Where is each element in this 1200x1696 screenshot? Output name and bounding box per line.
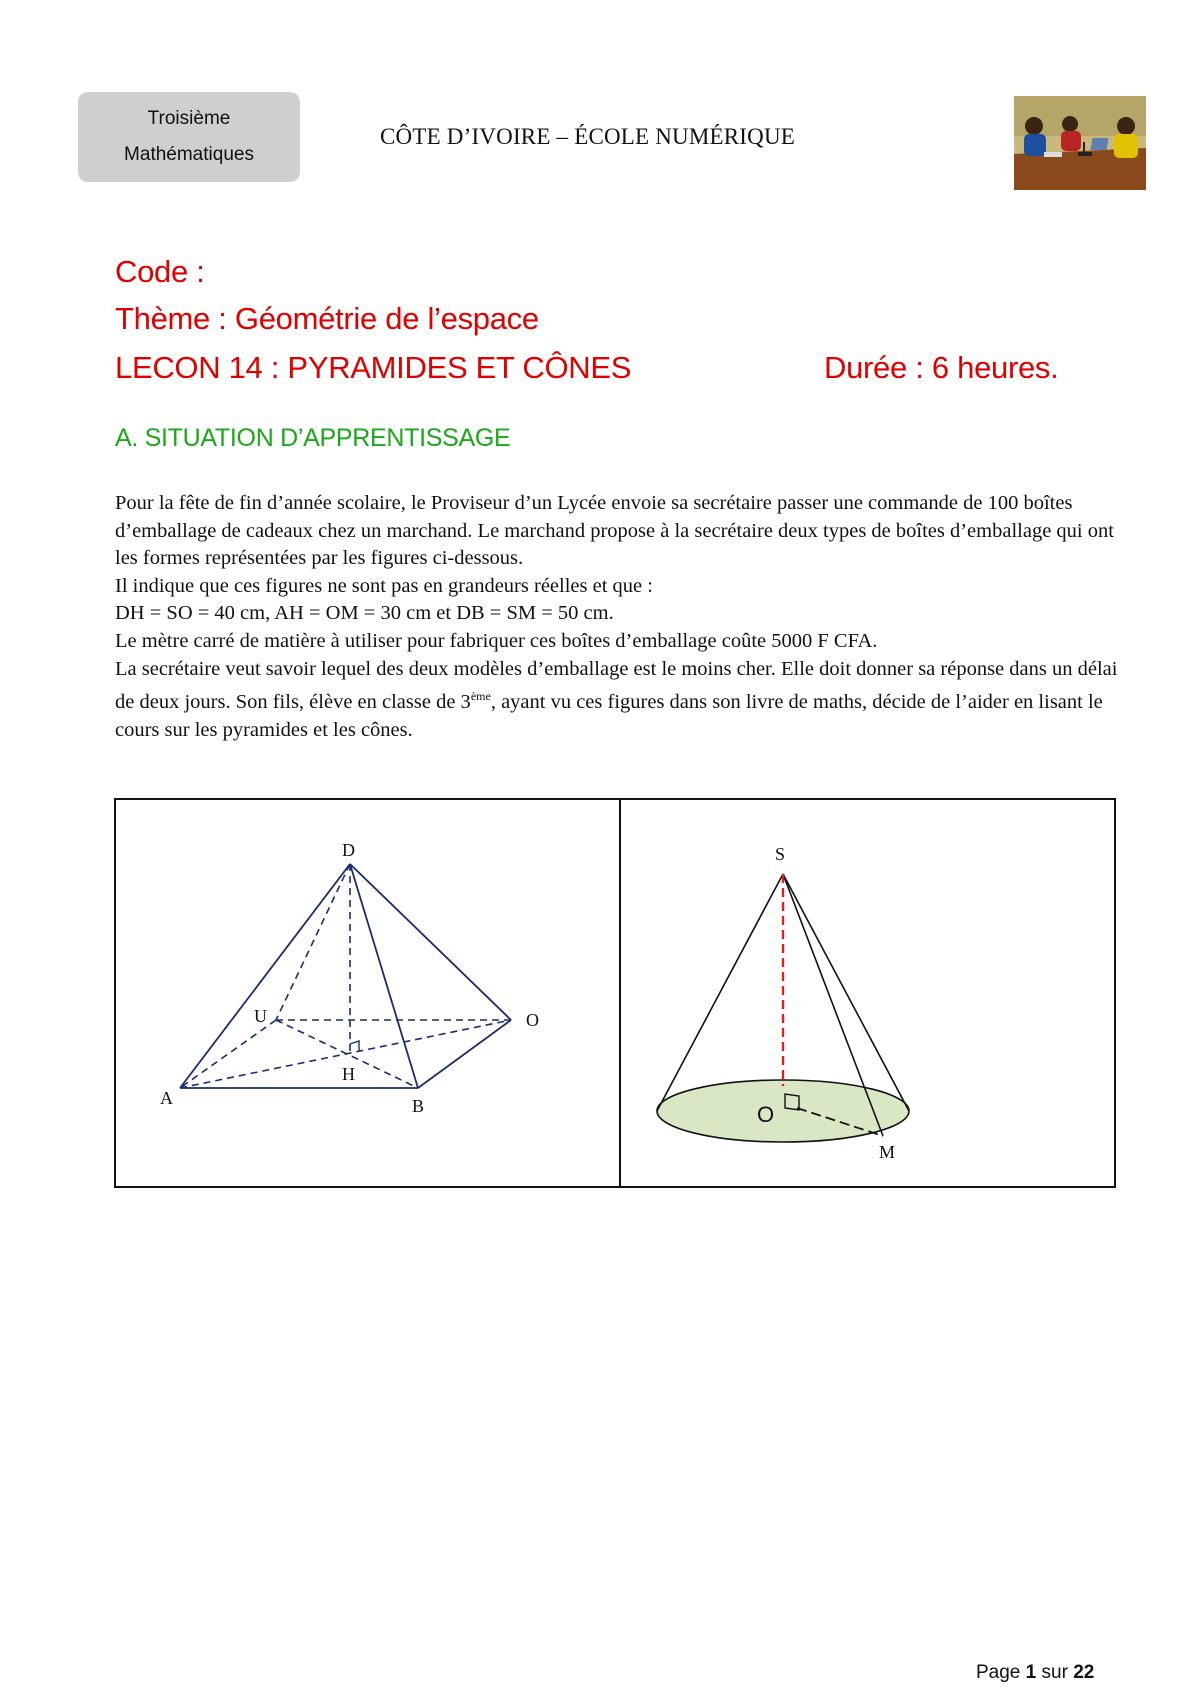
ordinal-suffix: ème xyxy=(470,689,491,704)
sur-word: sur xyxy=(1041,1662,1068,1683)
label-B: B xyxy=(412,1096,425,1116)
situation-text xyxy=(115,490,1125,744)
label-M: M xyxy=(879,1142,896,1162)
situation-paragraph-4: Le mètre carré de matière à utiliser pour fabriquer ces boîtes d’emballage coûte 5000 F CFA. xyxy=(115,629,878,652)
label-H: H xyxy=(342,1064,355,1084)
figures-table xyxy=(114,798,1116,1188)
generatrix-left xyxy=(657,874,783,1111)
generatrix-right xyxy=(783,874,909,1111)
right-angle-mark xyxy=(350,1041,359,1051)
level-badge xyxy=(78,92,300,182)
edge-DA xyxy=(180,864,350,1088)
situation-paragraph-5 xyxy=(115,656,1125,745)
lesson-title: LECON 14 : PYRAMIDES ET CÔNES xyxy=(115,350,632,385)
situation-paragraph-1: Pour la fête de fin d’année scolaire, le Proviseur d’un Lycée envoie sa secrétaire passer une commande de 100 boîtes d’emballage de cadeaux chez un marchand. Le marchand propose à la secrétaire deux types de boîtes d’emballage qui ont les formes représentées par les figures ci-dessous. xyxy=(115,492,1114,570)
cone-figure xyxy=(621,800,1116,1186)
label-S: S xyxy=(775,844,786,864)
page-number xyxy=(976,1662,1094,1684)
header-title: CÔTE D’IVOIRE – ÉCOLE NUMÉRIQUE xyxy=(380,124,796,149)
pyramid-figure-cell xyxy=(116,800,621,1186)
page-word: Page xyxy=(976,1662,1021,1683)
students-illustration xyxy=(1014,96,1146,190)
edge-DU xyxy=(276,864,350,1020)
cone-figure-cell xyxy=(621,800,1114,1186)
lesson-duration: Durée : 6 heures. xyxy=(824,350,1059,385)
subject-label: Mathématiques xyxy=(124,144,254,165)
current-page: 1 xyxy=(1025,1662,1037,1683)
label-D: D xyxy=(342,840,355,860)
label-O: O xyxy=(526,1010,539,1030)
level-label: Troisième xyxy=(147,108,231,129)
label-A: A xyxy=(160,1088,173,1108)
situation-paragraph-5a: La secrétaire veut savoir lequel des deux modèles d’emballage est le moins cher. Elle doit donner sa réponse dans un délai de deux jours. Son fils, élève en classe de 3 xyxy=(115,657,1118,713)
lesson-code: Code : xyxy=(115,254,205,289)
label-O: O xyxy=(757,1102,775,1127)
situation-paragraph-5b: , ayant vu ces figures dans son livre de maths, décide de l’aider en lisant le cours sur les pyramides et les cônes. xyxy=(115,690,1103,741)
section-title: A. SITUATION D’APPRENTISSAGE xyxy=(115,424,511,452)
lesson-theme: Thème : Géométrie de l’espace xyxy=(115,301,539,336)
pyramid-figure xyxy=(116,800,619,1186)
label-U: U xyxy=(254,1006,267,1026)
situation-paragraph-3: DH = SO = 40 cm, AH = OM = 30 cm et DB = SM = 50 cm. xyxy=(115,602,614,625)
total-pages: 22 xyxy=(1073,1662,1095,1683)
situation-paragraph-2: Il indique que ces figures ne sont pas en grandeurs réelles et que : xyxy=(115,574,653,597)
